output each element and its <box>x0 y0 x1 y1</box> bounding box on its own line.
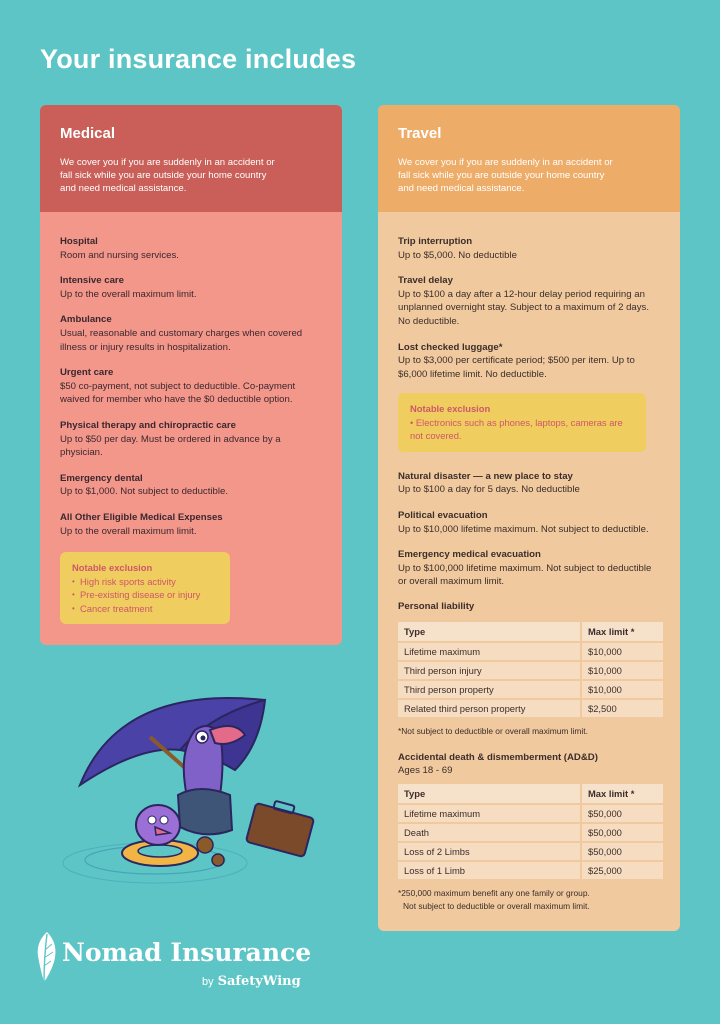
cell-type: Lifetime maximum <box>398 643 580 660</box>
medical-item <box>60 313 322 354</box>
table-row <box>398 662 663 679</box>
col-header-limit: Max limit * <box>580 784 663 803</box>
add-footnote <box>398 887 660 913</box>
item-desc: Up to $10,000 lifetime maximum. Not subject to deductible. <box>398 523 649 535</box>
medical-item <box>60 366 322 407</box>
item-desc: Room and nursing services. <box>60 249 179 261</box>
travel-item <box>398 341 660 382</box>
exclusion-item: • Electronics such as phones, laptops, cameras are not covered. <box>410 416 623 442</box>
travel-title: Travel <box>398 125 442 142</box>
travel-item <box>398 274 660 328</box>
table-row <box>398 824 663 841</box>
travel-item <box>398 470 660 497</box>
medical-item <box>60 511 322 538</box>
col-header-type: Type <box>398 622 580 641</box>
birds-umbrella-illustration <box>60 675 330 895</box>
table-row <box>398 643 663 660</box>
exclusion-item: • High risk sports activity <box>72 575 218 589</box>
item-desc: Up to the overall maximum limit. <box>60 288 197 300</box>
item-title: Physical therapy and chiropractic care <box>60 419 236 431</box>
item-title: Ambulance <box>60 314 112 326</box>
cell-limit: $25,000 <box>580 862 663 879</box>
item-title: Emergency medical evacuation <box>398 549 541 561</box>
add-ages: Ages 18 - 69 <box>398 765 453 776</box>
medical-item <box>60 419 322 460</box>
item-desc: Up to the overall maximum limit. <box>60 525 197 537</box>
table-header-row <box>398 622 663 641</box>
travel-description: We cover you if you are suddenly in an accident or fall sick while you are outside your home country and need medical assistance. <box>398 157 613 194</box>
add-footnote-line: Not subject to deductible or overall maximum limit. <box>403 901 590 911</box>
table-row <box>398 862 663 879</box>
table-row <box>398 805 663 822</box>
medical-card-body <box>40 212 342 644</box>
medical-item <box>60 235 322 262</box>
medical-description: We cover you if you are suddenly in an accident or fall sick while you are outside your home country and need medical assistance. <box>60 157 275 194</box>
item-desc: Up to $100,000 lifetime maximum. Not subject to deductible or overall maximum limit. <box>398 562 652 588</box>
item-title: Political evacuation <box>398 510 488 522</box>
cell-type: Loss of 1 Limb <box>398 862 580 879</box>
liability-footnote: *Not subject to deductible or overall maximum limit. <box>398 726 588 736</box>
add-footnote-line: *250,000 maximum benefit any one family or group. <box>398 888 590 898</box>
travel-card <box>378 105 680 931</box>
cell-limit: $50,000 <box>580 805 663 822</box>
cell-limit: $10,000 <box>580 681 663 698</box>
exclusion-title: Notable exclusion <box>410 403 491 415</box>
item-title: Intensive care <box>60 275 124 287</box>
item-desc: Up to $50 per day. Must be ordered in advance by a physician. <box>60 433 281 459</box>
personal-liability-heading: Personal liability <box>398 601 475 612</box>
table-header-row <box>398 784 663 803</box>
feather-icon <box>34 930 60 984</box>
cell-limit: $50,000 <box>580 824 663 841</box>
cell-type: Related third person property <box>398 700 580 717</box>
item-title: Urgent care <box>60 367 114 379</box>
medical-card-header <box>40 105 342 212</box>
item-desc: Up to $1,000. Not subject to deductible. <box>60 486 228 498</box>
item-title: Trip interruption <box>398 236 473 247</box>
item-title: Natural disaster — a new place to stay <box>398 470 573 482</box>
exclusion-list <box>410 416 634 443</box>
cell-type: Loss of 2 Limbs <box>398 843 580 860</box>
cell-type: Third person property <box>398 681 580 698</box>
travel-item <box>398 509 660 536</box>
brand-name: Nomad Insurance <box>62 938 312 967</box>
exclusion-item: • Cancer treatment <box>72 602 218 616</box>
item-desc: Up to $100 a day for 5 days. No deductible <box>398 484 580 496</box>
travel-exclusion-box <box>398 393 646 452</box>
cell-type: Death <box>398 824 580 841</box>
cell-limit: $2,500 <box>580 700 663 717</box>
medical-title: Medical <box>60 125 116 142</box>
item-title: Emergency dental <box>60 472 143 484</box>
col-header-limit: Max limit * <box>580 622 663 641</box>
item-desc: Up to $3,000 per certificate period; $500 per item. Up to $6,000 lifetime limit. No deductible. <box>398 355 635 380</box>
medical-exclusion-box <box>60 552 230 624</box>
cell-type: Lifetime maximum <box>398 805 580 822</box>
brand-company: SafetyWing <box>217 974 301 989</box>
item-desc: Up to $100 a day after a 12-hour delay period requiring an unplanned overnight stay. Subject to a maximum of 2 days. No deductible. <box>398 288 649 327</box>
table-row <box>398 843 663 860</box>
medical-item <box>60 472 322 499</box>
item-title: Lost checked luggage* <box>398 341 503 353</box>
medical-item <box>60 274 322 301</box>
add-table <box>398 782 663 881</box>
travel-item <box>398 235 660 262</box>
table-row <box>398 700 663 717</box>
cell-limit: $10,000 <box>580 662 663 679</box>
item-desc: Up to $5,000. No deductible <box>398 249 517 261</box>
exclusion-item: • Pre-existing disease or injury <box>72 588 218 602</box>
cell-type: Third person injury <box>398 662 580 679</box>
cell-limit: $10,000 <box>580 643 663 660</box>
item-desc: Usual, reasonable and customary charges when covered illness or injury results in hospitalization. <box>60 327 303 353</box>
exclusion-title: Notable exclusion <box>72 562 153 574</box>
brand-byline <box>202 974 301 989</box>
table-row <box>398 681 663 698</box>
add-heading: Accidental death & dismemberment (AD&D) <box>398 752 598 763</box>
item-title: Travel delay <box>398 275 453 287</box>
item-title: All Other Eligible Medical Expenses <box>60 511 223 523</box>
travel-card-body <box>378 212 680 931</box>
personal-liability-table <box>398 620 663 719</box>
travel-item <box>398 548 660 589</box>
cell-limit: $50,000 <box>580 843 663 860</box>
exclusion-list <box>72 575 218 616</box>
item-desc: $50 co-payment, not subject to deductible. Co-payment waived for member who have the $0 deductible option. <box>60 380 296 406</box>
travel-card-header <box>378 105 680 212</box>
col-header-type: Type <box>398 784 580 803</box>
brand-by-label: by <box>202 976 214 988</box>
item-title: Hospital <box>60 236 98 247</box>
medical-card <box>40 105 342 645</box>
page-title: Your insurance includes <box>40 44 357 74</box>
